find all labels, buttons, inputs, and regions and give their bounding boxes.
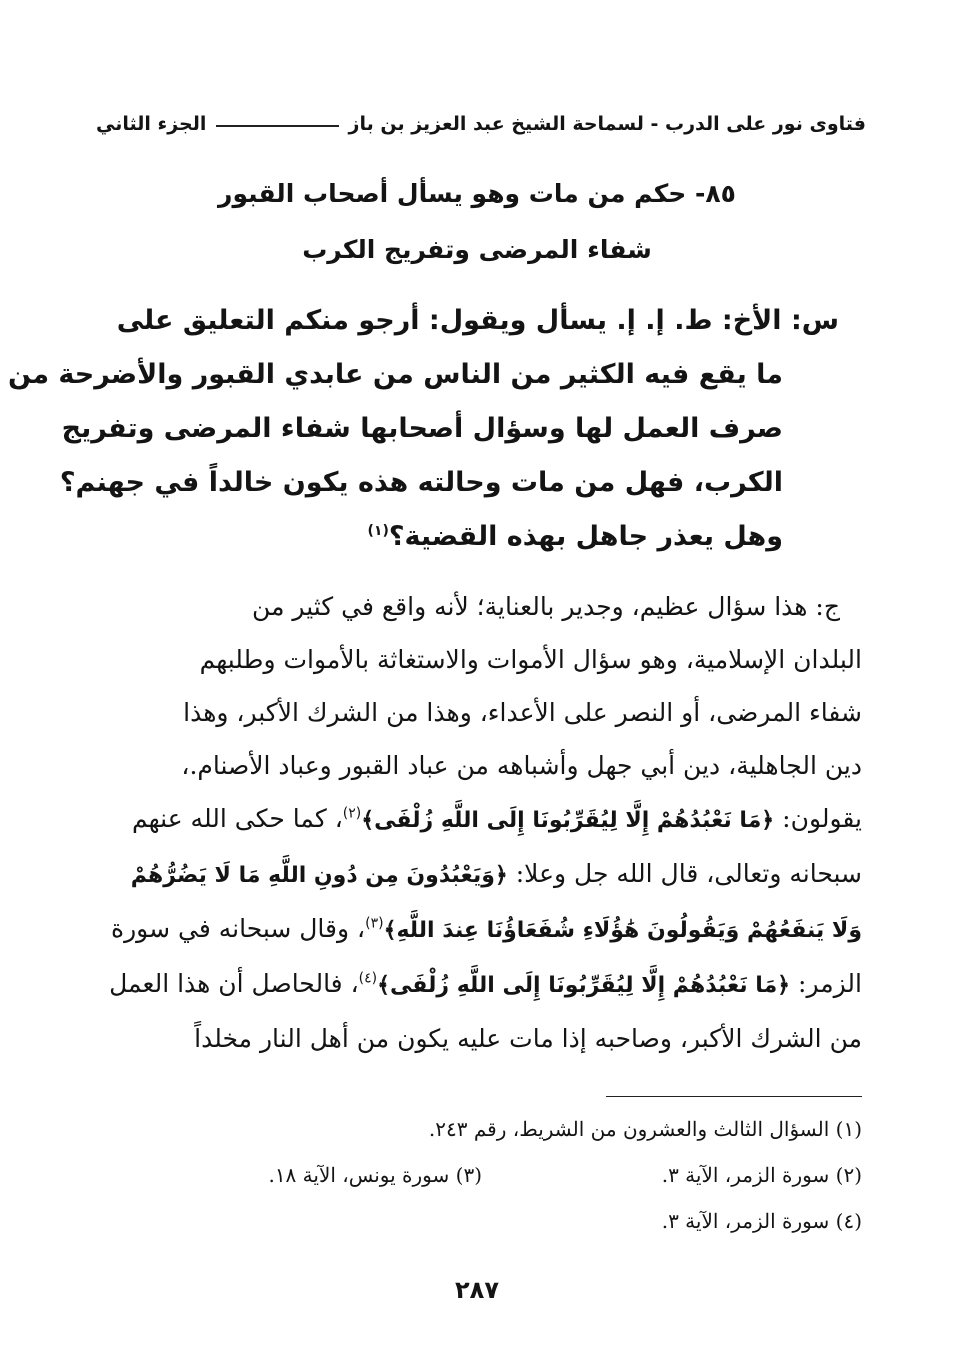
- footnote-ref-1: (١): [367, 523, 389, 539]
- question-text-5: وهل يعذر جاهل بهذه القضية؟: [388, 521, 783, 552]
- answer-text-8b: ، فالحاصل أن هذا العمل: [109, 969, 359, 998]
- footnote-ref-2: (٢): [342, 805, 362, 822]
- answer-text-5a: يقولون:: [782, 804, 862, 833]
- quran-quote-2b: وَلَا يَنفَعُهُمْ وَيَقُولُونَ هَٰؤُلَاءِ شُفَعَاؤُنَا عِندَ اللَّهِ﴾: [383, 918, 862, 943]
- answer-line-5: [100, 792, 862, 847]
- answer-text-6a: سبحانه وتعالى، قال الله جل وعلا:: [515, 859, 862, 888]
- footnote-2: (٢) سورة الزمر، الآية ٣.: [661, 1163, 862, 1187]
- running-header: [96, 106, 866, 142]
- footnotes: [150, 1106, 862, 1244]
- footnote-row-2: [150, 1152, 862, 1198]
- answer-line-6: [100, 847, 862, 902]
- footnote-ref-4: (٤): [358, 970, 378, 987]
- question-block: [8, 294, 839, 564]
- answer-block: [100, 580, 862, 1065]
- answer-text-8a: الزمر:: [798, 969, 862, 998]
- answer-line-7: [100, 902, 862, 957]
- page-number: ٢٨٧: [455, 1276, 499, 1304]
- answer-line-4: دين الجاهلية، دين أبي جهل وأشباهه من عباد القبور وعباد الأصنام.،: [181, 751, 862, 780]
- question-prefix: س:: [790, 305, 839, 336]
- book-title: فتاوى نور على الدرب - لسماحة الشيخ عبد العزيز بن باز: [348, 113, 866, 135]
- quran-quote-3: ﴿مَا نَعْبُدُهُمْ إِلَّا لِيُقَرِّبُونَا إِلَى اللَّهِ زُلْفَى﴾: [377, 973, 791, 998]
- footnote-1: (١) السؤال الثالث والعشرون من الشريط، رقم ٢٤٣.: [428, 1117, 862, 1141]
- answer-text-5b: ، كما حكى الله عنهم: [131, 804, 343, 833]
- footnote-row-1: [150, 1106, 862, 1152]
- footnote-3: (٣) سورة يونس، الآية ١٨.: [268, 1163, 482, 1187]
- answer-line-9: من الشرك الأكبر، وصاحبه إذا مات عليه يكون من أهل النار مخلداً: [194, 1024, 862, 1053]
- answer-line-3: شفاء المرضى، أو النصر على الأعداء، وهذا من الشرك الأكبر، وهذا: [183, 698, 862, 727]
- question-line-3: صرف العمل لها وسؤال أصحابها شفاء المرضى وتفريج: [61, 413, 783, 444]
- answer-line-2: البلدان الإسلامية، وهو سؤال الأموات والاستغاثة بالأموات وطلبهم: [199, 645, 862, 674]
- footnote-separator: [606, 1096, 862, 1097]
- chapter-title-line-1: ٨٥- حكم من مات وهو يسأل أصحاب القبور: [218, 179, 736, 208]
- volume-label: الجزء الثاني: [96, 113, 207, 135]
- footnote-4: (٤) سورة الزمر، الآية ٣.: [661, 1209, 862, 1233]
- footnote-row-3: [150, 1198, 862, 1244]
- question-line-5: [124, 510, 839, 564]
- question-text-1: الأخ: ط. إ. إ. يسأل ويقول: أرجو منكم التعليق على: [116, 305, 782, 336]
- answer-line-8: [100, 957, 862, 1012]
- question-line-2: ما يقع فيه الكثير من الناس من عابدي القبور والأضرحة من: [8, 359, 783, 390]
- chapter-title-line-2: شفاء المرضى وتفريج الكرب: [302, 235, 652, 264]
- quran-quote-2a: ﴿وَيَعْبُدُونَ مِن دُونِ اللَّهِ مَا لَا يَضُرُّهُمْ: [130, 863, 508, 888]
- quran-quote-1: ﴿مَا نَعْبُدُهُمْ إِلَّا لِيُقَرِّبُونَا إِلَى اللَّهِ زُلْفَى﴾: [361, 808, 775, 833]
- header-rule: [216, 125, 338, 127]
- answer-line-1: ج: هذا سؤال عظيم، وجدير بالعناية؛ لأنه واقع في كثير من: [252, 592, 840, 621]
- question-line-1: [116, 294, 839, 348]
- chapter-heading: [150, 166, 804, 278]
- answer-text-7b: ، وقال سبحانه في سورة: [111, 914, 366, 943]
- question-line-4: الكرب، فهل من مات وحالته هذه يكون خالداً في جهنم؟: [59, 467, 783, 498]
- footnote-ref-3: (٣): [365, 915, 384, 932]
